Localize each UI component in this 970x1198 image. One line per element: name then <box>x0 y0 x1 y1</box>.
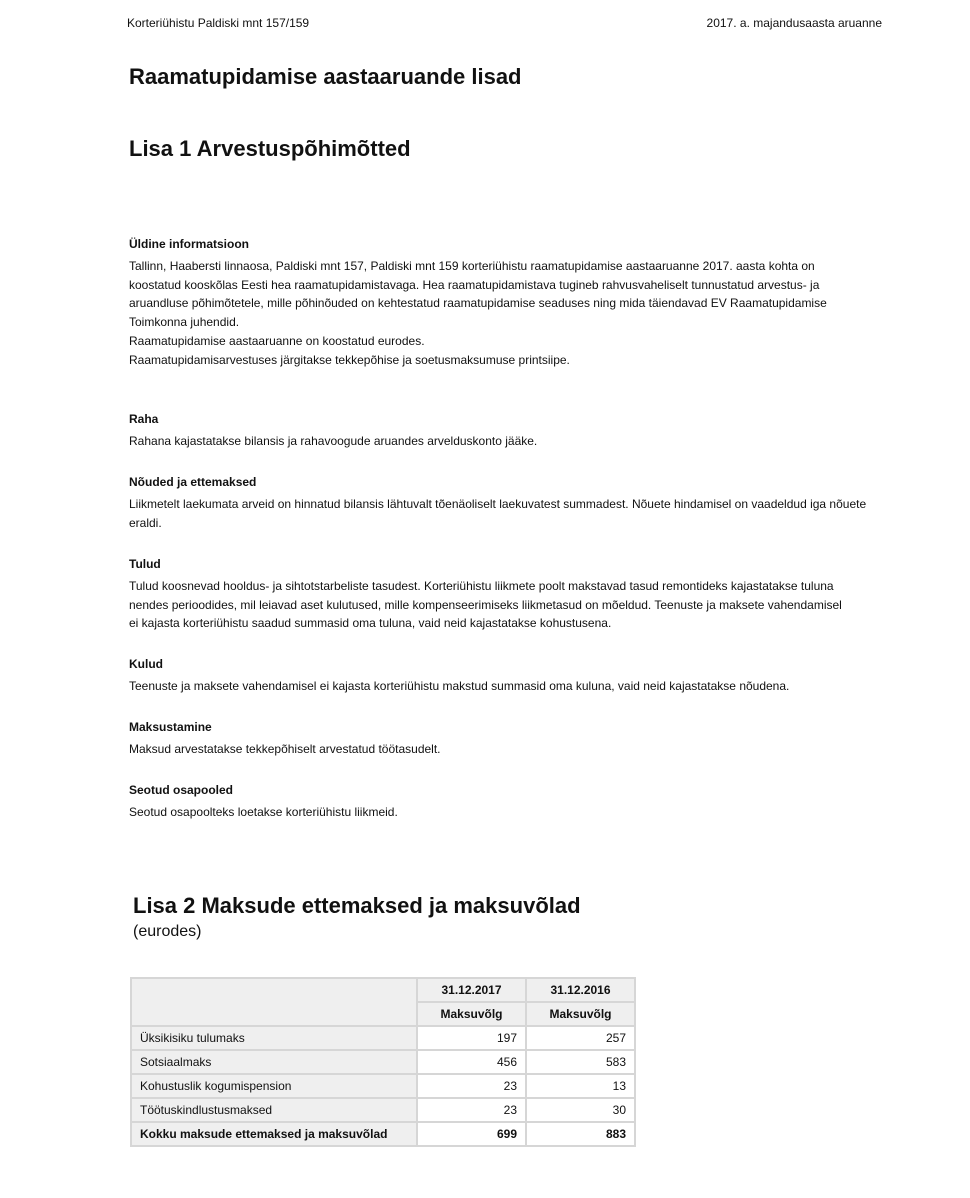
section-title-kulud: Kulud <box>129 657 163 671</box>
text-line: Raamatupidamise aastaaruanne on koostatud eurodes. <box>129 333 425 348</box>
row-label: Töötuskindlustusmaksed <box>131 1098 417 1122</box>
value-2016: 30 <box>526 1098 635 1122</box>
text-line: Teenuste ja maksete vahendamisel ei kajasta korteriühistu makstud summasid oma kuluna, vaid neid kajastatakse nõudena. <box>129 679 790 693</box>
section-body-nouded <box>129 495 904 532</box>
table-row <box>131 1074 635 1098</box>
lisa1-title: Lisa 1 Arvestuspõhimõtted <box>129 136 411 161</box>
column-subheader-2016: Maksuvõlg <box>526 1002 635 1026</box>
section-title-raha: Raha <box>129 412 159 426</box>
value-2017: 456 <box>417 1050 526 1074</box>
column-header-2017: 31.12.2017 <box>417 978 526 1002</box>
table-row <box>131 1098 635 1122</box>
section-title-tulud: Tulud <box>129 557 161 571</box>
value-2016: 583 <box>526 1050 635 1074</box>
section-body-seotud-osapooled <box>129 803 904 822</box>
text-line: Rahana kajastatakse bilansis ja rahavoogude aruandes arvelduskonto jääke. <box>129 434 538 448</box>
page-header-right: 2017. a. majandusaasta aruanne <box>706 16 882 30</box>
table-total-row <box>131 1122 635 1146</box>
value-2017: 197 <box>417 1026 526 1050</box>
section-body-maksustamine <box>129 740 904 759</box>
section-title-maksustamine: Maksustamine <box>129 720 212 734</box>
lisa2-title: Lisa 2 Maksude ettemaksed ja maksuvõlad <box>133 893 581 918</box>
table-row <box>131 1050 635 1074</box>
column-header-2016: 31.12.2016 <box>526 978 635 1002</box>
value-2017: 23 <box>417 1098 526 1122</box>
section-title-seotud-osapooled: Seotud osapooled <box>129 783 234 797</box>
value-2016: 13 <box>526 1074 635 1098</box>
section-body-kulud <box>129 677 904 696</box>
text-line: Toimkonna juhendid. <box>129 315 240 330</box>
text-line: Seotud osapoolteks loetakse korteriühistu liikmeid. <box>129 805 398 819</box>
text-line: Tulud koosnevad hooldus- ja sihtotstarbeliste tasudest. Korteriühistu liikmete poolt makstavad tasud remontideks kajastatakse tuluna <box>129 579 834 593</box>
value-2016: 257 <box>526 1026 635 1050</box>
text-line: Tallinn, Haabersti linnaosa, Paldiski mnt 157, Paldiski mnt 159 korteriühistu raamatupidamise aastaaruanne 2017. aasta kohta on <box>129 259 815 273</box>
table-row <box>131 1026 635 1050</box>
lisa2-subtitle: (eurodes) <box>133 923 202 940</box>
section-body-general-info <box>129 257 904 369</box>
section-title-general-info: Üldine informatsioon <box>129 237 249 251</box>
table-header-row <box>131 978 635 1002</box>
value-2017: 23 <box>417 1074 526 1098</box>
tax-liabilities-table <box>130 977 636 1147</box>
text-line: Raamatupidamisarvestuses järgitakse tekkepõhise ja soetusmaksumuse printsiipe. <box>129 352 570 367</box>
row-label: Üksikisiku tulumaks <box>131 1026 417 1050</box>
text-line: ei kajasta korteriühistu saadud summasid oma tuluna, vaid neid kajastatakse kohustusena. <box>129 616 612 631</box>
section-body-raha <box>129 432 904 451</box>
table-corner-cell <box>131 978 417 1026</box>
page-header-left: Korteriühistu Paldiski mnt 157/159 <box>127 16 310 30</box>
column-subheader-2017: Maksuvõlg <box>417 1002 526 1026</box>
section-title-nouded: Nõuded ja ettemaksed <box>129 475 257 489</box>
section-body-tulud <box>129 577 904 633</box>
text-line: eraldi. <box>129 515 162 530</box>
row-label: Sotsiaalmaks <box>131 1050 417 1074</box>
text-line: Maksud arvestatakse tekkepõhiselt arvestatud töötasudelt. <box>129 742 441 756</box>
total-2016: 883 <box>526 1122 635 1146</box>
total-2017: 699 <box>417 1122 526 1146</box>
main-title: Raamatupidamise aastaaruande lisad <box>129 64 522 89</box>
text-line: nendes perioodides, mil leiavad aset kulutused, mille kompenseerimiseks liikmetasud on mõeldud. Teenuste ja maksete vahendamisel <box>129 597 842 612</box>
text-line: Liikmetelt laekumata arveid on hinnatud bilansis lähtuvalt tõenäoliselt laekuvatest summadest. Nõuete hindamisel on vaadeldud iga nõuete <box>129 497 867 511</box>
row-label: Kohustuslik kogumispension <box>131 1074 417 1098</box>
text-line: koostatud kooskõlas Eesti hea raamatupidamistavaga. Hea raamatupidamistava tugineb rahvusvaheliselt tunnustatud arvestus- ja <box>129 277 820 292</box>
text-line: aruandluse põhimõtetele, mille põhinõuded on kehtestatud raamatupidamise seaduses ning mida täiendavad EV Raamatupidamise <box>129 296 827 311</box>
total-label: Kokku maksude ettemaksed ja maksuvõlad <box>131 1122 417 1146</box>
